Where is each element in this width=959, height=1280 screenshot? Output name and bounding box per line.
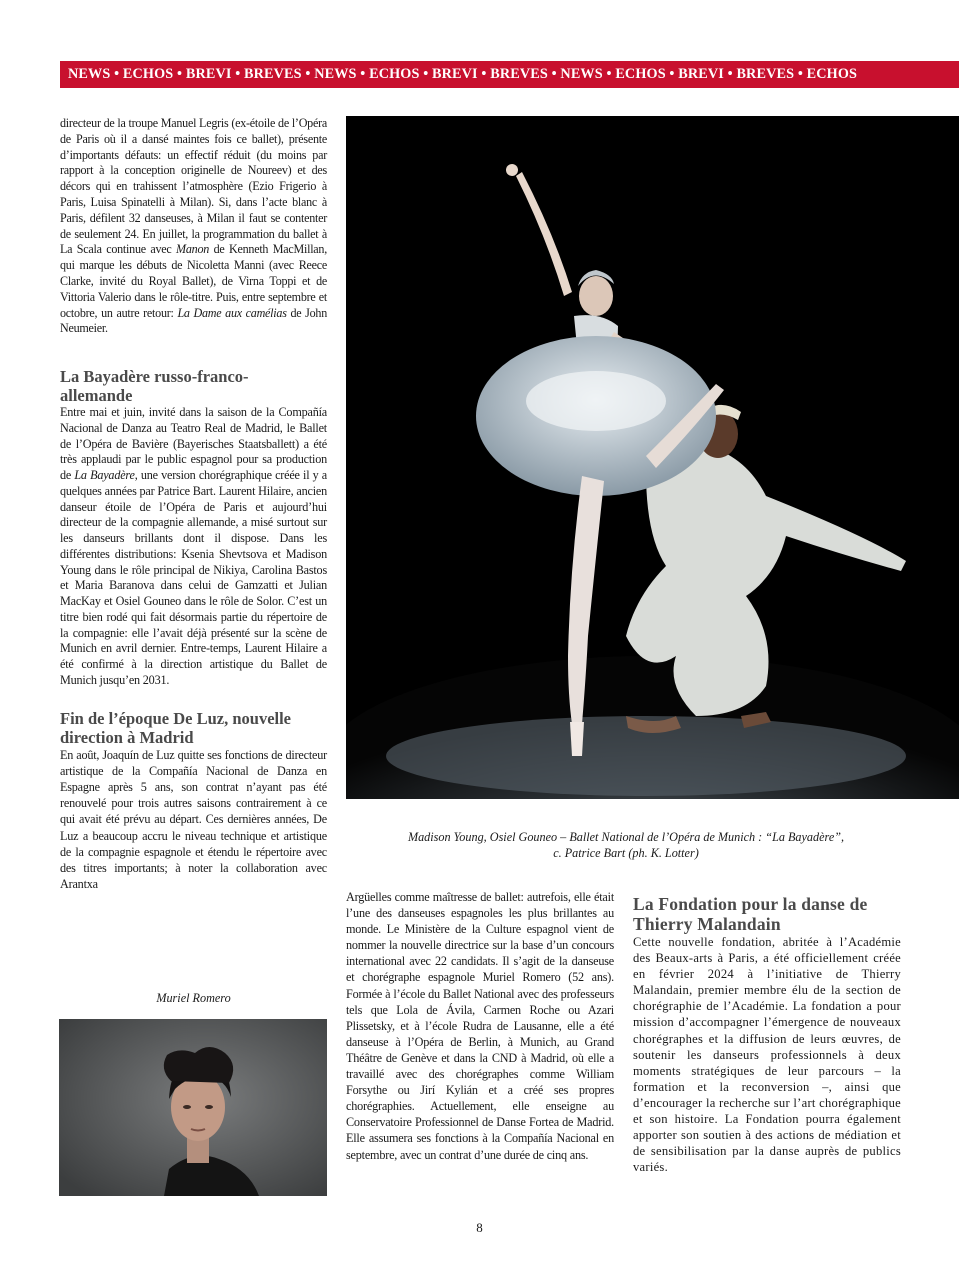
photo-caption [346,829,906,861]
text-run: de Kenneth MacMillan, qui marque les débuts de Nicoletta Manni (avec Reece Clarke, invité du Royal Ballet), de Virna Toppi et de Vittoria Valerio dans le rôle-titre. Puis, entre septembre et octobre, un autre retour: [60,242,327,320]
portrait-photo-muriel-romero [59,1019,327,1196]
title-manon: Manon [176,242,210,257]
portrait-illustration [59,1019,327,1196]
fondation-paragraph: Cette nouvelle fondation, abritée à l’Académie des Beaux-arts à Paris, a été officiellement créée en février 2024 à l’initiative de Thierry Malandain, premier membre élu de la section de chorégraphie de l’Académie. La fondation a pour mission d’accompagner l’émergence de nouveaux chorégraphes et la diffusion de leurs œuvres, de soutenir les danseurs professionnels à deux moments stratégiques de leur parcours – la formation et la reconversion –, ainsi que d’encourager la recherche sur l’art chorégraphique et son histoire. La Fondation pourra également apporter son soutien à des actions de médiation et de sensibilisation par la danse auprès de publics variés. [633,935,901,1175]
page-number: 8 [476,1220,483,1235]
title-dame-aux-camelias: La Dame aux camélias [177,305,287,320]
text-run: , une version chorégraphique créée il y a quelques années par Patrice Bart. Laurent Hilaire, ancien danseur étoile de l’Opéra de Paris et aujourd’hui directeur de la compagnie allemande, a misé surtout sur les danseurs brillants dont il dispose. Dans les différentes distributions: Ksenia Shevtsova et Madison Young dans le rôle principal de Nikiya, Carolina Bastos et Maria Baranova dans celui de Gamzatti et Julian MacKay et Osiel Gouneo dans le rôle de Solor. C’est un titre bien rodé qui fait désormais partie du répertoire de la compagnie: elle l’avait déjà présenté sur la scène de Munich en avril dernier. Entre-temps, Laurent Hilaire a été confirmé à la direction artistique du Ballet de Munich jusqu’en 2031. [60,468,327,687]
caption-line-1: Madison Young, Osiel Gouneo – Ballet National de l’Opéra de Munich : “La Bayadère”, [407,830,845,844]
intro-paragraph [60,116,327,337]
text-run: directeur de la troupe Manuel Legris (ex-étoile de l’Opéra de Paris où il a dansé maintes fois ce ballet), présente d’importants défauts: un effectif réduit (du moins par rapport à la conception originelle de Noureev) et des décors qui en trahissent l’atmosphère (Ezio Frigerio à Paris, Luisa Spinatelli à Milan). Si, dans l’acte blanc à Paris, défilent 32 danseuses, à Milan il faut se contenter de seulement 24. En juillet, la programmation du ballet à La Scala continue avec [60,116,327,257]
heading-fondation: La Fondation pour la danse de Thierry Malandain [633,894,868,934]
deluz-paragraph: En août, Joaquín de Luz quitte ses fonctions de directeur artistique de la Compañía Nacional de Danza en Espagne après 5 ans, son contrat n’ayant pas été renouvelé pour trois autres saisons contrairement à ce qui avait été prévu au départ. Ces dernières années, De Luz a beaucoup accru le niveau technique et artistique de la compagnie espagnole et étendu le répertoire avec des titres importants; à noter la collaboration avec Arantxa [60,747,327,892]
ballet-photo-la-bayadere [346,116,959,799]
section-banner: NEWS • ECHOS • BREVI • BREVES • NEWS • ECHOS • BREVI • BREVES • NEWS • ECHOS • BREVI • BREVES • ECHOS [60,61,959,88]
heading-bayadere: La Bayadère russo-franco-allemande [60,367,249,406]
romero-paragraph: Argüelles comme maîtresse de ballet: autrefois, elle était l’une des danseuses espagnoles les plus brillantes au monde. Le Ministère de la Culture espagnol vient de nommer la nouvelle directrice sur la base d’un concours international avec 22 candidats. Il s’agit de la danseuse et chorégraphe espagnole Muriel Romero (52 ans). Formée à l’école du Ballet National avec des professeurs tels que Lola de Ávila, Carmen Roche ou Azari Plissetsky, et à l’école Rudra de Lausanne, elle a été danseuse à l’Opéra de Berlin, à Munich, au Grand Théâtre de Genève et dans la CND à Madrid, où elle a travaillé avec des chorégraphes comme William Forsythe ou Jirí Kylián et a créé ses propres chorégraphies. Actuellement, elle enseigne au Conservatoire Professionnel de Danse Fortea de Madrid. Elle assumera ses fonctions à la Compañía Nacional en septembre, avec un contrat d’une durée de cinq ans. [346,890,614,1162]
title-la-bayadere: La Bayadère [74,468,135,483]
ballet-illustration [346,116,959,799]
text-run: de John Neumeier. [60,305,327,336]
text-run: Entre mai et juin, invité dans la saison de la Compañía Nacional de Danza au Teatro Real de Madrid, le Ballet de l’Opéra de Bavière (Bayerisches Staatsballett) a été très applaudi par le public espagnol pour sa production de [60,405,327,483]
bayadere-paragraph [60,405,327,689]
portrait-caption: Muriel Romero [156,991,231,1005]
column-middle [346,889,614,1163]
caption-line-2: c. Patrice Bart (ph. K. Lotter) [553,846,699,860]
heading-deluz: Fin de l’époque De Luz, nouvelle direction à Madrid [60,708,292,747]
column-right [633,894,901,1175]
column-left [60,116,327,892]
